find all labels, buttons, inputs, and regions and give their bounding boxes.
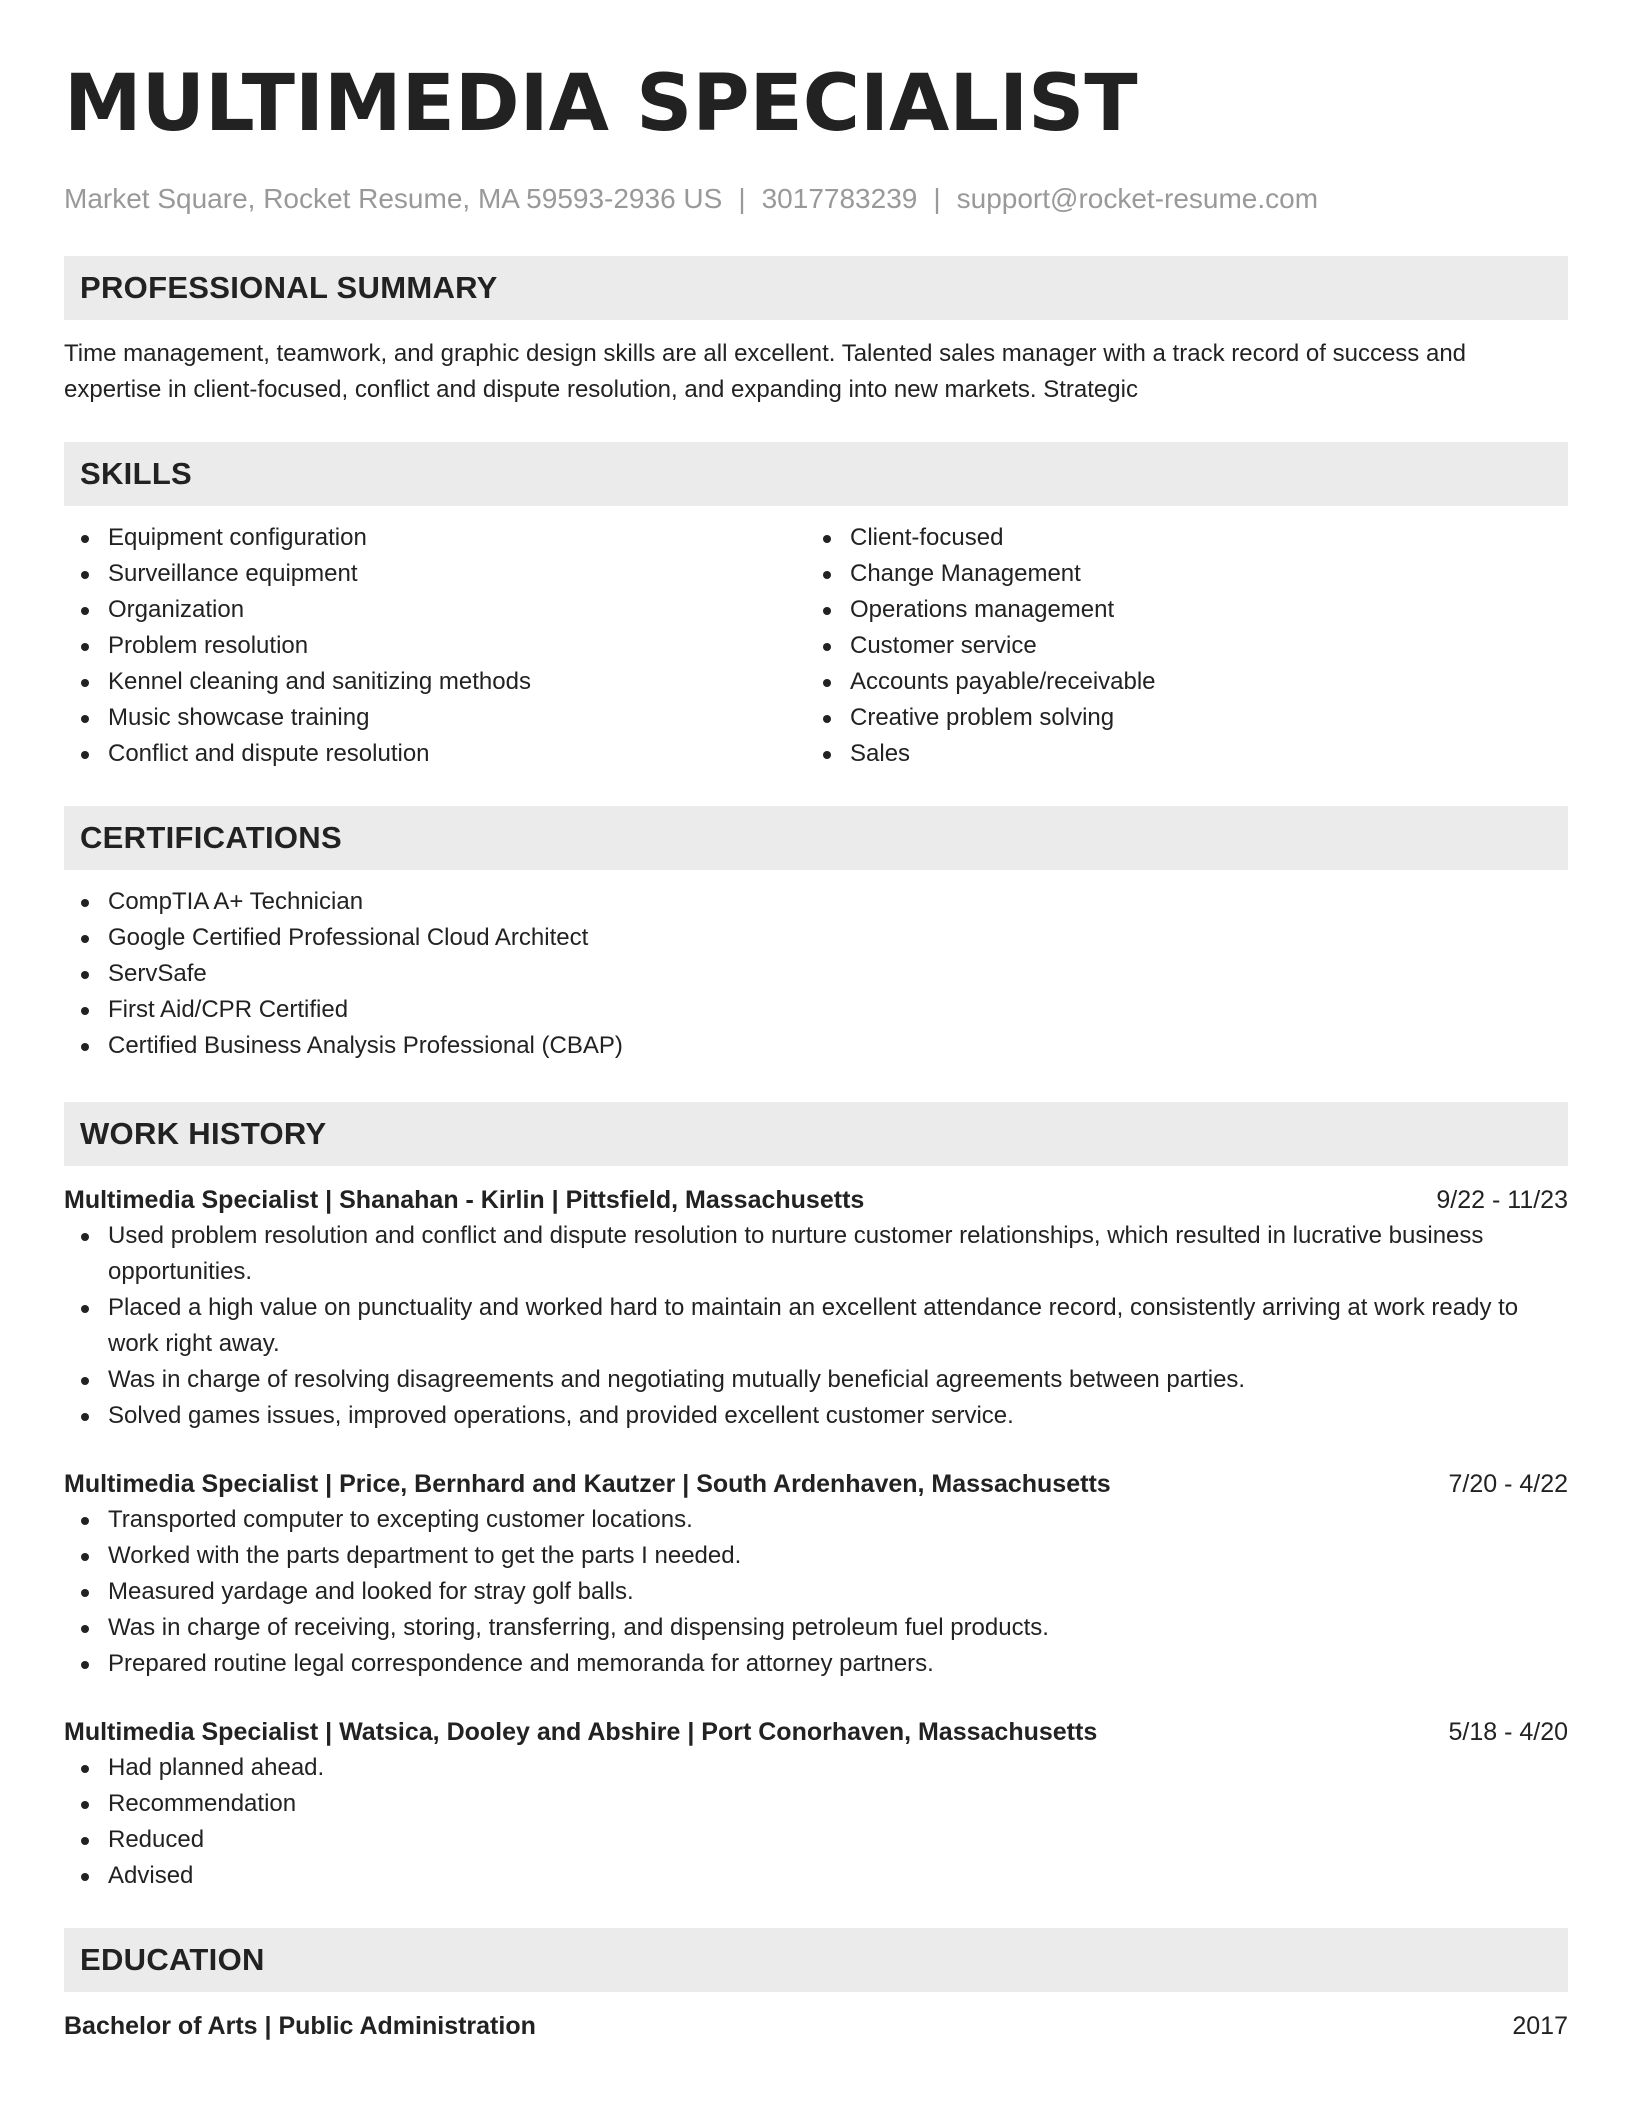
job-bullet: Had planned ahead. — [64, 1750, 1568, 1786]
job-entry — [64, 1182, 1568, 1434]
section-heading-skills: SKILLS — [64, 442, 1568, 506]
certification-item: ServSafe — [64, 956, 1568, 992]
job-header — [64, 1182, 1568, 1218]
section-heading-education: EDUCATION — [64, 1928, 1568, 1992]
job-title: Multimedia Specialist | Shanahan - Kirlin | Pittsfield, Massachusetts — [64, 1186, 865, 1214]
job-header — [64, 1466, 1568, 1502]
certifications-list — [64, 884, 1568, 1064]
summary-text: Time management, teamwork, and graphic design skills are all excellent. Talented sales manager with a track record of success and expertise in client-focused, conflict and dispute resolution, and expanding into new markets. Strategic — [64, 340, 1467, 403]
certification-item: First Aid/CPR Certified — [64, 992, 1568, 1028]
contact-address: Market Square, Rocket Resume, MA 59593-2936 US — [64, 183, 723, 214]
job-bullet: Was in charge of resolving disagreements and negotiating mutually beneficial agreements between parties. — [64, 1362, 1568, 1398]
skill-item: Conflict and dispute resolution — [64, 736, 806, 772]
job-bullet: Measured yardage and looked for stray golf balls. — [64, 1574, 1568, 1610]
job-bullet: Solved games issues, improved operations, and provided excellent customer service. — [64, 1398, 1568, 1434]
education-degree: Bachelor of Arts | Public Administration — [64, 2012, 536, 2040]
skill-item: Change Management — [806, 556, 1548, 592]
job-bullet: Recommendation — [64, 1786, 1568, 1822]
job-bullet: Advised — [64, 1858, 1568, 1894]
skill-item: Customer service — [806, 628, 1548, 664]
skill-item: Kennel cleaning and sanitizing methods — [64, 664, 806, 700]
job-title: Multimedia Specialist | Watsica, Dooley and Abshire | Port Conorhaven, Massachusetts — [64, 1718, 1098, 1746]
certification-item: CompTIA A+ Technician — [64, 884, 1568, 920]
skill-item: Organization — [64, 592, 806, 628]
contact-email[interactable]: support@rocket-resume.com — [956, 183, 1319, 214]
section-heading-summary: PROFESSIONAL SUMMARY — [64, 256, 1568, 320]
job-bullets — [64, 1218, 1568, 1434]
job-entry — [64, 1466, 1568, 1682]
skills-list-left — [64, 520, 806, 772]
job-bullet: Reduced — [64, 1822, 1568, 1858]
education-year: 2017 — [1512, 2012, 1568, 2040]
skills-column-right — [806, 520, 1548, 772]
job-bullet: Worked with the parts department to get the parts I needed. — [64, 1538, 1568, 1574]
certification-item: Certified Business Analysis Professional (CBAP) — [64, 1028, 1568, 1064]
skill-item: Music showcase training — [64, 700, 806, 736]
job-bullets — [64, 1502, 1568, 1682]
section-heading-certifications: CERTIFICATIONS — [64, 806, 1568, 870]
skill-item: Sales — [806, 736, 1548, 772]
job-bullets — [64, 1750, 1568, 1894]
contact-line — [64, 182, 1568, 216]
skills-column-left — [64, 520, 806, 772]
job-title: Multimedia Specialist | Price, Bernhard and Kautzer | South Ardenhaven, Massachusetts — [64, 1470, 1111, 1498]
job-bullet: Placed a high value on punctuality and worked hard to maintain an excellent attendance record, consistently arriving at work ready to work right away. — [64, 1290, 1568, 1362]
job-dates: 5/18 - 4/20 — [1448, 1718, 1568, 1746]
job-entry — [64, 1714, 1568, 1894]
job-dates: 7/20 - 4/22 — [1448, 1470, 1568, 1498]
skill-item: Creative problem solving — [806, 700, 1548, 736]
job-bullet: Prepared routine legal correspondence and memoranda for attorney partners. — [64, 1646, 1568, 1682]
section-heading-work-history: WORK HISTORY — [64, 1102, 1568, 1166]
skill-item: Client-focused — [806, 520, 1548, 556]
job-dates: 9/22 - 11/23 — [1436, 1186, 1568, 1214]
skill-item: Surveillance equipment — [64, 556, 806, 592]
job-header — [64, 1714, 1568, 1750]
education-entry — [64, 2008, 1568, 2044]
job-bullet: Used problem resolution and conflict and dispute resolution to nurture customer relationships, which resulted in lucrative business opportunities. — [64, 1218, 1568, 1290]
skill-item: Problem resolution — [64, 628, 806, 664]
contact-separator: | — [933, 183, 941, 214]
certification-item: Google Certified Professional Cloud Architect — [64, 920, 1568, 956]
skill-item: Equipment configuration — [64, 520, 806, 556]
contact-phone[interactable]: 3017783239 — [761, 183, 918, 214]
job-bullet: Was in charge of receiving, storing, transferring, and dispensing petroleum fuel products. — [64, 1610, 1568, 1646]
skills-columns — [64, 520, 1568, 772]
job-bullet: Transported computer to excepting customer locations. — [64, 1502, 1568, 1538]
contact-separator: | — [738, 183, 746, 214]
skills-list-right — [806, 520, 1548, 772]
skill-item: Operations management — [806, 592, 1548, 628]
skill-item: Accounts payable/receivable — [806, 664, 1548, 700]
candidate-name: MULTIMEDIA SPECIALIST — [64, 59, 1138, 149]
